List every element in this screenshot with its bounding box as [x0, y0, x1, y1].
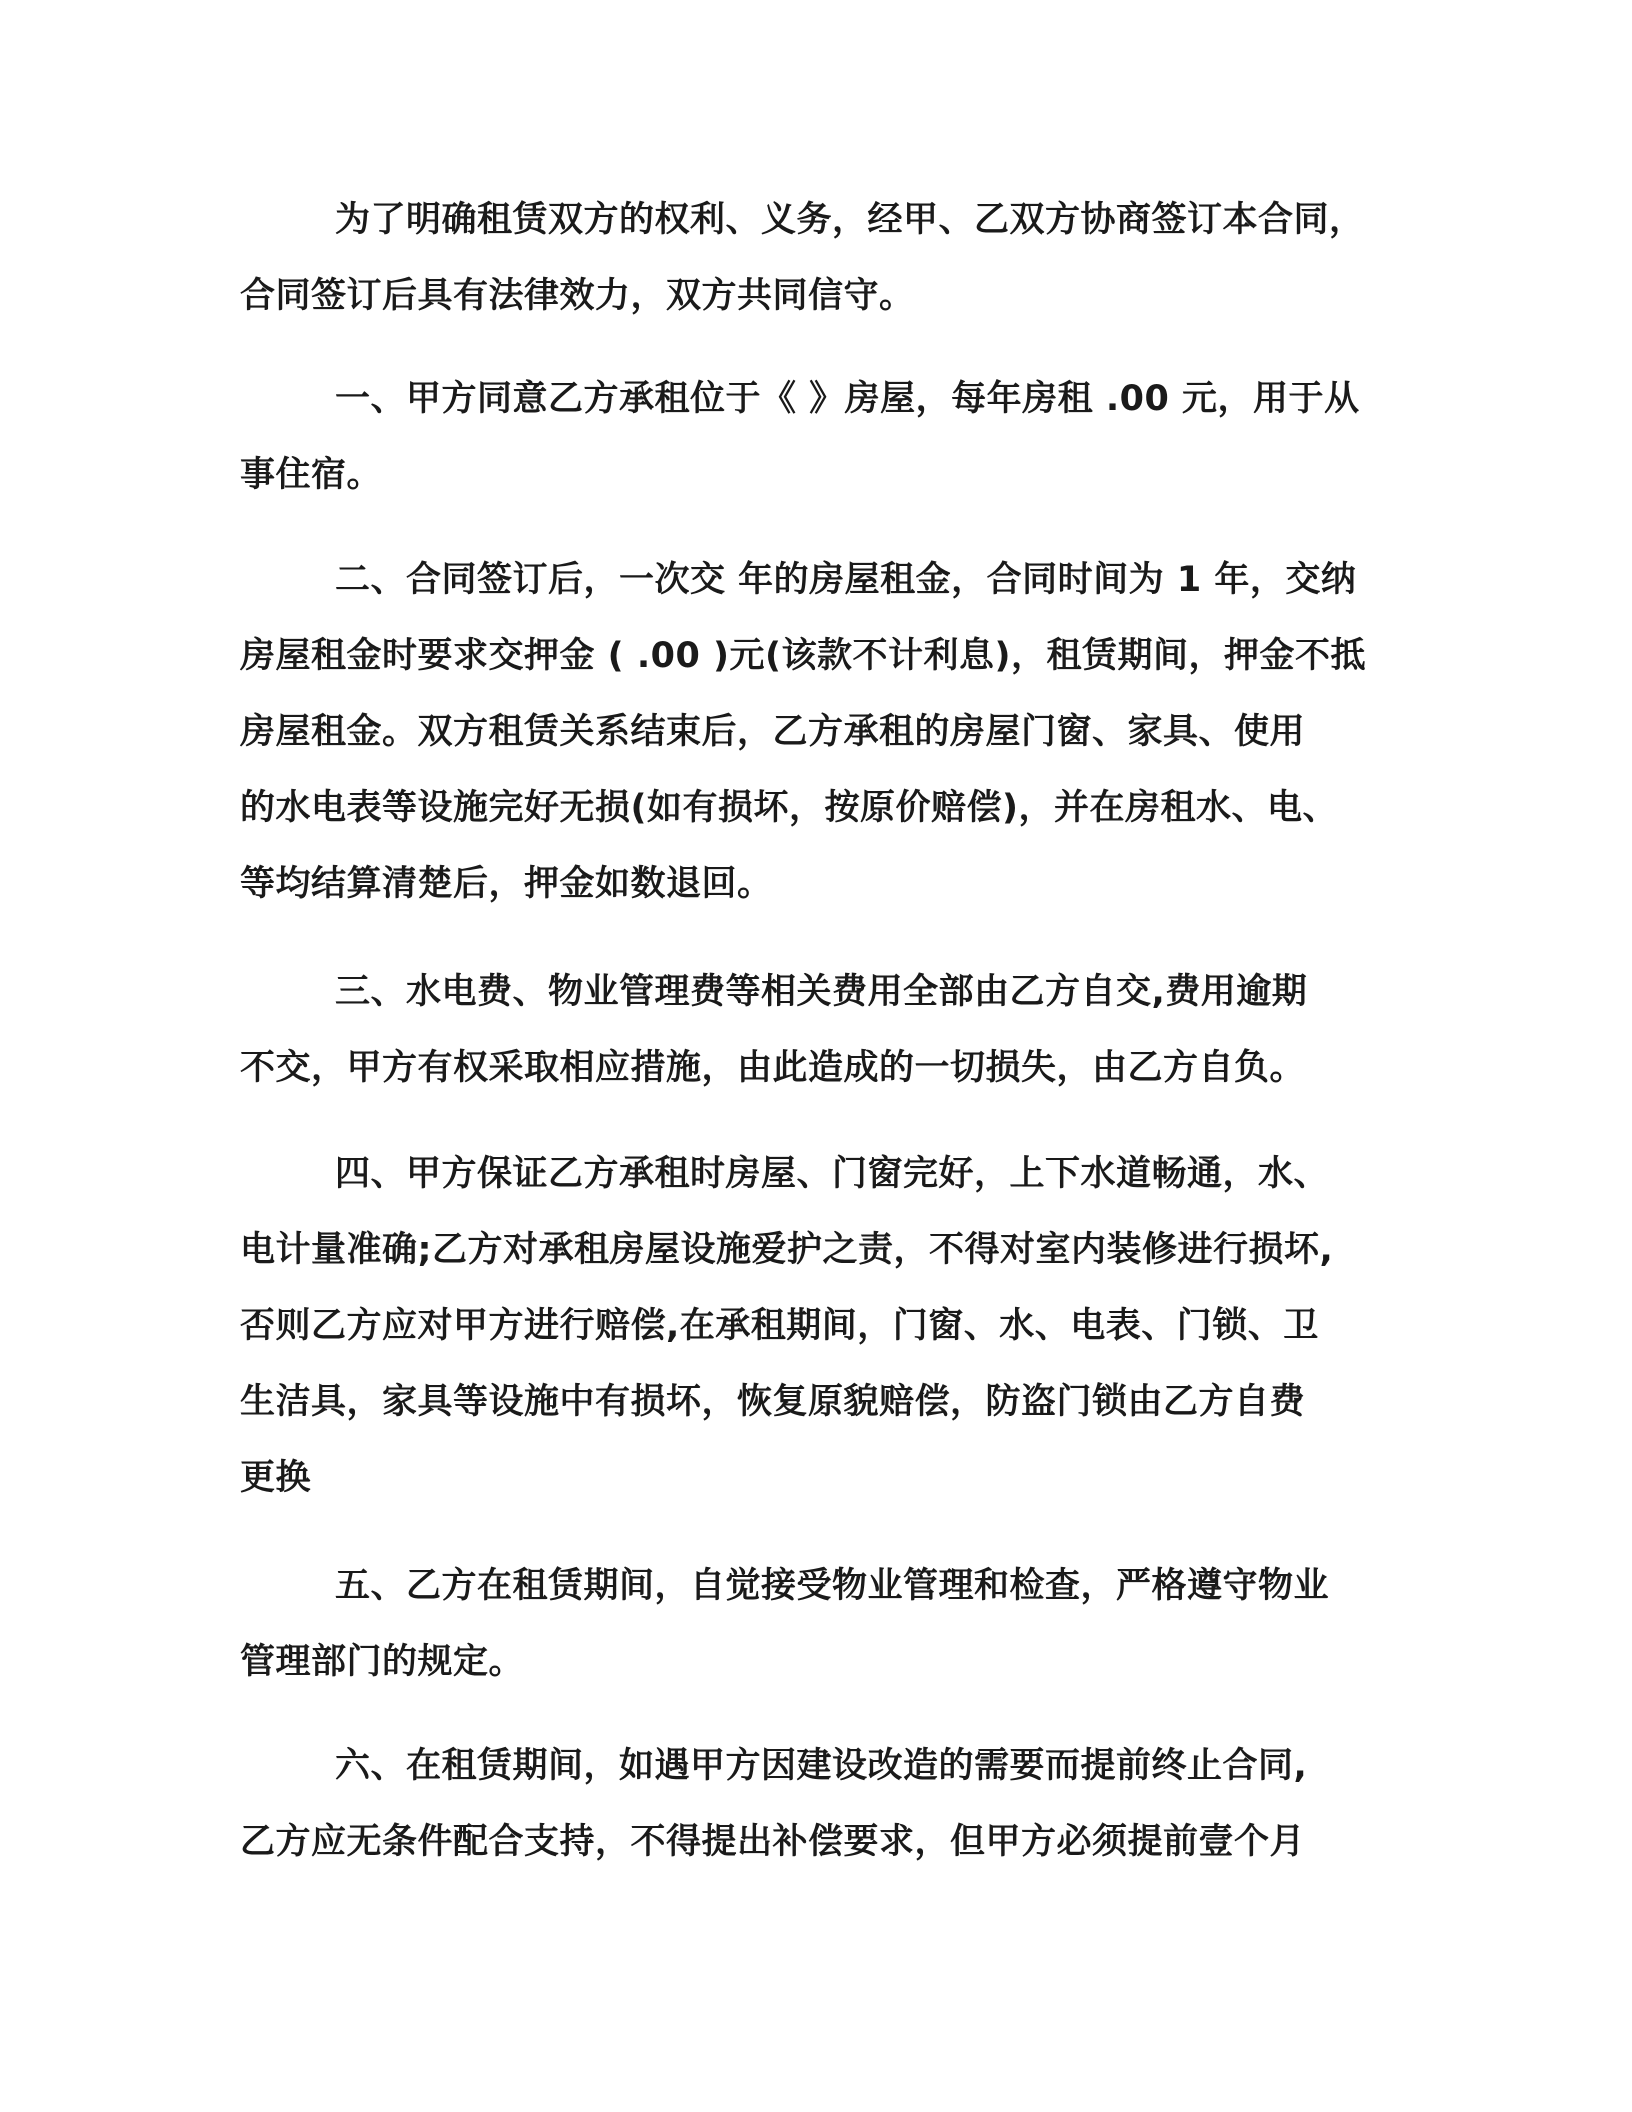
paragraph-clause-3	[240, 954, 1400, 1106]
text-line: 电计量准确;乙方对承租房屋设施爱护之责，不得对室内装修进行损坏,	[240, 1230, 1334, 1270]
paragraph-clause-2	[240, 542, 1400, 922]
text-line: 管理部门的规定。	[240, 1642, 525, 1682]
text-line: 不交，甲方有权采取相应措施，由此造成的一切损失，由乙方自负。	[240, 1048, 1306, 1088]
text-line: 一、甲方同意乙方承租位于《 》房屋，每年房租 .00 元，用于从	[335, 379, 1360, 419]
text-line: 乙方应无条件配合支持，不得提出补偿要求，但甲方必须提前壹个月	[240, 1822, 1306, 1862]
text-line: 六、在租赁期间，如遇甲方因建设改造的需要而提前终止合同,	[335, 1746, 1308, 1786]
text-line: 为了明确租赁双方的权利、义务，经甲、乙双方协商签订本合同，	[335, 200, 1365, 240]
text-line: 事住宿。	[240, 455, 383, 495]
text-line: 否则乙方应对甲方进行赔偿,在承租期间，门窗、水、电表、门锁、卫	[240, 1306, 1319, 1346]
text-line: 四、甲方保证乙方承租时房屋、门窗完好，上下水道畅通，水、	[335, 1154, 1330, 1194]
text-line: 更换	[240, 1458, 312, 1498]
paragraph-clause-4	[240, 1136, 1400, 1516]
text-line: 合同签订后具有法律效力，双方共同信守。	[240, 276, 915, 316]
paragraph-clause-5	[240, 1548, 1400, 1700]
text-line: 生洁具，家具等设施中有损坏，恢复原貌赔偿，防盗门锁由乙方自费	[240, 1382, 1306, 1422]
text-line: 房屋租金。双方租赁关系结束后，乙方承租的房屋门窗、家具、使用	[240, 712, 1306, 752]
text-line: 等均结算清楚后，押金如数退回。	[240, 864, 773, 904]
paragraph-clause-6	[240, 1728, 1400, 1880]
paragraph-intro	[240, 182, 1400, 334]
text-line: 二、合同签订后，一次交 年的房屋租金，合同时间为 1 年，交纳	[335, 560, 1357, 600]
text-line: 三、水电费、物业管理费等相关费用全部由乙方自交,费用逾期	[335, 972, 1308, 1012]
text-line: 房屋租金时要求交押金 ( .00 )元(该款不计利息)，租赁期间，押金不抵	[240, 636, 1367, 676]
text-line: 五、乙方在租赁期间，自觉接受物业管理和检查，严格遵守物业	[335, 1566, 1330, 1606]
paragraph-clause-1	[240, 361, 1400, 513]
text-line: 的水电表等设施完好无损(如有损坏，按原价赔偿)，并在房租水、电、	[240, 788, 1338, 828]
